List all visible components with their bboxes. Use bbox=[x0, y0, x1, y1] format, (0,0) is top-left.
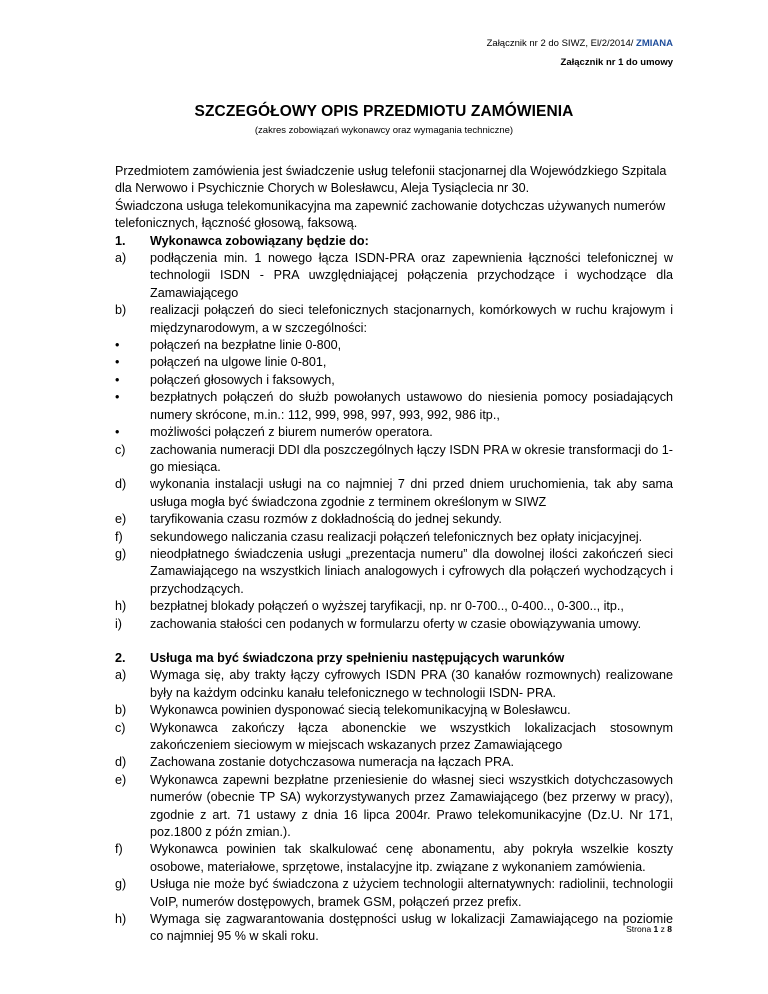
section-2-list bbox=[115, 667, 673, 946]
list-item-label: • bbox=[115, 425, 120, 440]
list-item bbox=[115, 529, 673, 546]
list-item-label: f) bbox=[115, 529, 123, 544]
total-pages: 8 bbox=[667, 924, 672, 934]
list-item-text: bezpłatnych połączeń do służb powołanych ustawowo do niesienia pomocy posiadających numery skrócone, m.in.: 112, 999, 998, 997, 993, 992, 986 itp., bbox=[150, 390, 673, 422]
section-number: 1. bbox=[115, 233, 126, 248]
list-item bbox=[115, 667, 673, 702]
list-item-text: Wymaga się, aby trakty łączy cyfrowych ISDN PRA (30 kanałów rozmownych) realizowane były na każdym odcinku kanału telefonicznego w technologii ISDN- PRA. bbox=[150, 668, 673, 700]
list-item-text: Wymaga się zagwarantowania dostępności usług w lokalizacji Zamawiającego na poziomie co najmniej 95 % w skali roku. bbox=[150, 912, 673, 944]
list-item-label: i) bbox=[115, 616, 122, 631]
list-item-text: Wykonawca powinien dysponować siecią telekomunikacyjną w Bolesławcu. bbox=[150, 703, 571, 718]
list-item-text: połączeń na bezpłatne linie 0-800, bbox=[150, 338, 342, 353]
section-heading-text: Wykonawca zobowiązany będzie do: bbox=[150, 233, 369, 248]
list-item bbox=[115, 476, 673, 511]
list-item-text: połączeń głosowych i faksowych, bbox=[150, 372, 335, 387]
header-annex-prefix: Załącznik nr 2 do SIWZ, El/2/2014/ bbox=[486, 38, 637, 49]
list-item-label: e) bbox=[115, 772, 127, 787]
section-2-heading bbox=[115, 650, 673, 667]
list-item-text: nieodpłatnego świadczenia usługi „prezentacja numeru” dla dowolnej ilości zakończeń sieci Zamawiającego na wszystkich liniach analogowych i cyfrowych dla połączeń wychodzących i przychodzących. bbox=[150, 546, 673, 596]
document-subtitle: (zakres zobowiązań wykonawcy oraz wymagania techniczne) bbox=[254, 125, 514, 136]
list-item bbox=[115, 911, 673, 946]
section-number: 2. bbox=[115, 650, 126, 665]
intro-paragraph-2: Świadczona usługa telekomunikacyjna ma zapewnić zachowanie dotychczas używanych numerów telefonicznych, łączność głosową, faksową. bbox=[115, 198, 666, 231]
list-item-label: c) bbox=[115, 442, 126, 457]
list-item-text: połączeń na ulgowe linie 0-801, bbox=[150, 355, 327, 370]
section-heading-text: Usługa ma być świadczona przy spełnieniu następujących warunków bbox=[150, 650, 565, 665]
list-item-label: • bbox=[115, 390, 120, 405]
list-item-label: • bbox=[115, 372, 120, 387]
list-item-label: a) bbox=[115, 668, 127, 683]
page-prefix: Strona bbox=[626, 924, 654, 934]
section-spacer bbox=[115, 633, 673, 650]
section-1-heading bbox=[115, 233, 673, 250]
list-item bbox=[115, 250, 673, 302]
list-item-text: bezpłatnej blokady połączeń o wyższej taryfikacji, np. nr 0-700.., 0-400.., 0-300.., itp., bbox=[150, 599, 624, 614]
list-item-label: d) bbox=[115, 755, 127, 770]
list-item-label: h) bbox=[115, 599, 127, 614]
list-item-text: podłączenia min. 1 nowego łącza ISDN-PRA oraz zapewnienia łączności telefonicznej w technologii ISDN - PRA uwzględniającej połączenia przychodzące i wychodzące dla Zamawiającego bbox=[150, 251, 673, 300]
list-item-label: g) bbox=[115, 546, 127, 561]
list-item-label: c) bbox=[115, 720, 126, 735]
header-annex-line bbox=[487, 38, 673, 49]
header-change-badge: ZMIANA bbox=[636, 38, 673, 49]
list-item-label: • bbox=[115, 338, 120, 353]
list-item-text: realizacji połączeń do sieci telefonicznych stacjonarnych, komórkowych w ruchu krajowym i międzynarodowym, a w szczególności: bbox=[150, 303, 673, 335]
list-item-label: h) bbox=[115, 912, 127, 927]
list-item bbox=[115, 442, 673, 477]
list-item bbox=[115, 720, 673, 755]
list-item-text: zachowania numeracji DDI dla poszczególnych łączy ISDN PRA w okresie transformacji do 1-go miesiąca. bbox=[150, 442, 673, 474]
list-item-text: Wykonawca zakończy łącza abonenckie we wszystkich lokalizacjach stosownym zakończeniem sieciowym w miejscach wskazanych przez Zamawiającego bbox=[150, 720, 673, 752]
list-item bbox=[115, 302, 673, 337]
list-item bbox=[115, 772, 673, 842]
list-item bbox=[115, 754, 673, 771]
list-item-label: d) bbox=[115, 477, 127, 492]
intro-paragraph-1: Przedmiotem zamówienia jest świadczenie usług telefonii stacjonarnej dla Wojewódzkiego Szpitala dla Nerwowo i Psychicznie Chorych w Bolesławcu, Aleja Tysiąclecia nr 30. bbox=[115, 164, 667, 196]
list-item-text: taryfikowania czasu rozmów z dokładnością do jednej sekundy. bbox=[150, 512, 502, 527]
list-item-text: wykonania instalacji usługi na co najmniej 7 dni przed dniem uruchomienia, tak aby sama usługa mogła być świadczona zgodnie z terminem określonym w SIWZ bbox=[150, 477, 673, 509]
list-item-label: • bbox=[115, 355, 120, 370]
list-item bbox=[115, 702, 673, 719]
list-item bbox=[115, 389, 673, 424]
page-sep: z bbox=[658, 924, 668, 934]
list-item-label: a) bbox=[115, 251, 127, 266]
list-item bbox=[115, 598, 673, 615]
current-page: 1 bbox=[653, 924, 659, 934]
section-1-list bbox=[115, 250, 673, 633]
list-item-text: sekundowego naliczania czasu realizacji połączeń telefonicznych bez opłaty inicjacyjnej. bbox=[150, 529, 643, 544]
list-item bbox=[115, 337, 673, 354]
list-item-label: e) bbox=[115, 512, 127, 527]
list-item bbox=[115, 616, 673, 633]
list-item bbox=[115, 511, 673, 528]
page-number bbox=[626, 924, 672, 934]
list-item bbox=[115, 424, 673, 441]
header-contract-annex: Załącznik nr 1 do umowy bbox=[560, 57, 673, 68]
document-body bbox=[115, 163, 673, 946]
list-item-text: Zachowana zostanie dotychczasowa numeracja na łączach PRA. bbox=[150, 755, 515, 770]
list-item-text: Wykonawca powinien tak skalkulować cenę abonamentu, aby pokryła wszelkie koszty osobowe, materiałowe, sprzętowe, instalacyjne itp. związane z wykonaniem zamówienia. bbox=[150, 842, 673, 874]
list-item-label: b) bbox=[115, 703, 127, 718]
list-item-text: Usługa nie może być świadczona z użyciem technologii alternatywnych: radiolinii, technologii VoIP, numerów dostępowych, bramek GSM, połączeń przez prefix. bbox=[150, 877, 673, 909]
list-item bbox=[115, 876, 673, 911]
list-item-text: Wykonawca zapewni bezpłatne przeniesienie do własnej sieci wszystkich dotychczasowych numerów (obecnie TP SA) wykorzystywanych przez Zamawiającego (bez przerwy w pracy), zgodnie z art. 71 ustawy z dnia 16 lipca 2004r. Prawo telekomunikacyjne (Dz.U. Nr 171, poz.1800 z późn zmian.). bbox=[150, 772, 673, 840]
list-item-label: g) bbox=[115, 877, 127, 892]
list-item bbox=[115, 372, 673, 389]
list-item bbox=[115, 841, 673, 876]
list-item-text: możliwości połączeń z biurem numerów operatora. bbox=[150, 425, 433, 440]
list-item-label: b) bbox=[115, 303, 127, 318]
list-item bbox=[115, 354, 673, 371]
list-item bbox=[115, 546, 673, 598]
list-item-text: zachowania stałości cen podanych w formularzu oferty w czasie obowiązywania umowy. bbox=[150, 616, 642, 631]
list-item-label: f) bbox=[115, 842, 123, 857]
document-title: SZCZEGÓŁOWY OPIS PRZEDMIOTU ZAMÓWIENIA bbox=[194, 103, 574, 120]
